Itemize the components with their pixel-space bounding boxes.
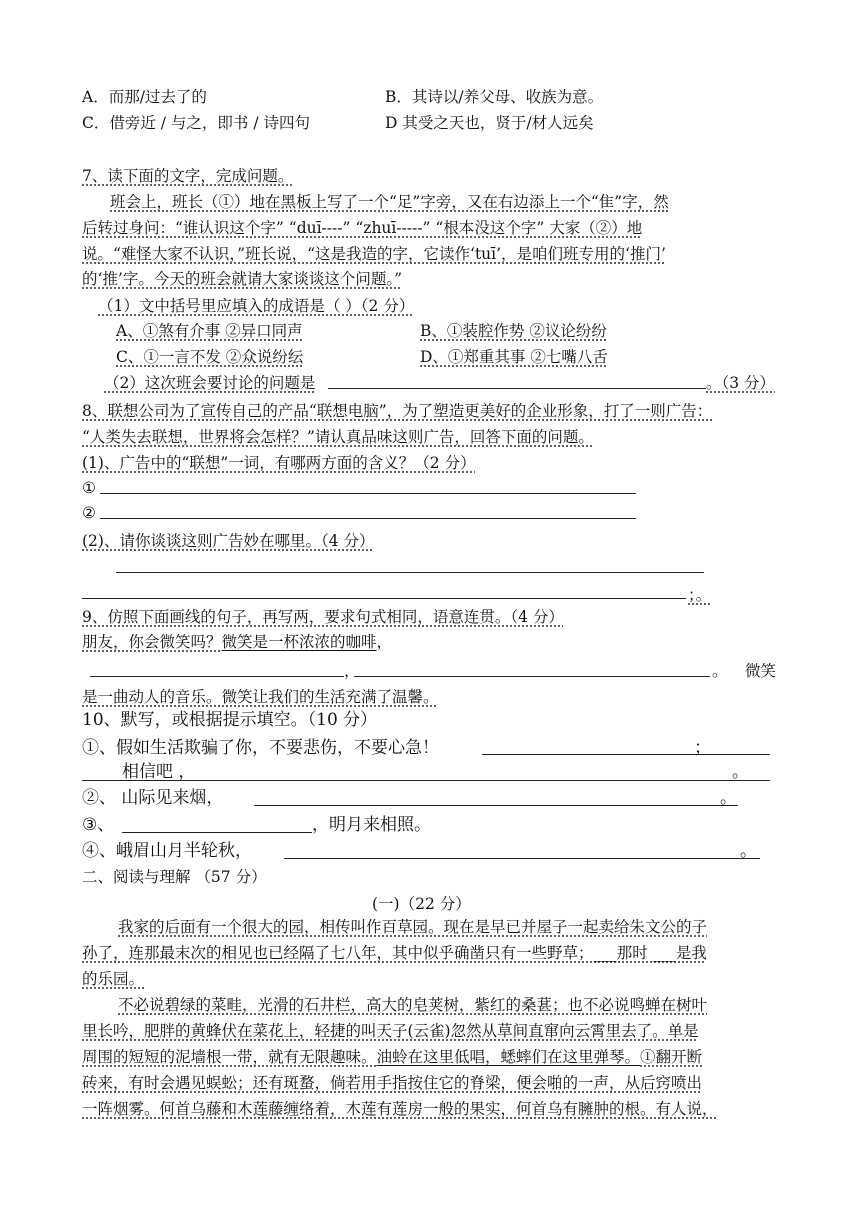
q8-marker-2: ② xyxy=(82,504,96,522)
q10-title: 10、默写，或根据提示填空。（10 分） xyxy=(82,710,378,730)
q8-answer-line-1[interactable] xyxy=(100,493,636,494)
q7-option-a: A、①煞有介事 ②异口同声 xyxy=(116,322,303,340)
q9-comma: ， xyxy=(376,633,393,651)
q7-para-line3: 说。“难怪大家不认识，”班长说，“这是我造的字，它读作‘tuī’，是咱们班专用的‘推门’ xyxy=(82,245,666,263)
q7-para-line2: 后转过身问：“谁认识这个字” “duī----” “zhuī-----” “根本没这个字” 大家（②）地 xyxy=(82,219,643,237)
q10-blank-1[interactable] xyxy=(482,754,770,755)
q7-answer-line[interactable] xyxy=(328,388,706,389)
passage-line-6-c: ①翻开断 xyxy=(640,1048,703,1066)
q7-sub2: （2）这次班会要讨论的问题是 xyxy=(104,374,316,392)
q10-blank-2[interactable] xyxy=(254,805,738,806)
q9-title: 9、仿照下面画线的句子，再写两，要求句式相同，语意连贯。（4 分） xyxy=(82,608,564,626)
q10-item3-tail: ，明月来相照。 xyxy=(312,815,431,835)
q10-blank-4[interactable] xyxy=(284,858,760,859)
q8-sub1: (1)、广告中的“联想”一词，有哪两方面的含义？（2 分） xyxy=(82,454,476,472)
passage-line-5: 里长吟，肥胖的黄蜂伏在菜花上，轻捷的叫天子(云雀)忽然从草间直窜向云霄里去了。单是 xyxy=(82,1022,699,1040)
section2-part-heading: (一)（22 分） xyxy=(372,895,471,913)
q10-item1b-mark: 。 xyxy=(732,762,749,782)
q9-question: 朋友，你会微笑吗？ xyxy=(82,633,222,651)
q9-answer-line-1[interactable] xyxy=(90,676,344,677)
q10-blank-3[interactable] xyxy=(122,832,312,833)
q7-title: 7、读下面的文字，完成问题。 xyxy=(82,167,294,185)
q7-sub1: （1）文中括号里应填入的成语是（ ）（2 分） xyxy=(98,297,415,315)
q7-sub2-score: 。（3 分） xyxy=(706,374,776,392)
q10-item1-mark: ； xyxy=(694,738,711,758)
q9-underlined-sentence: 微笑是一杯浓浓的咖啡 xyxy=(221,633,377,651)
passage-line-3: 的乐园。 xyxy=(82,970,145,988)
q8-line2: “人类失去联想，世界将会怎样？”请认真品味这则广告，回答下面的问题。 xyxy=(82,428,594,446)
option-d: D 其受之天也，贤于/材人远矣 xyxy=(385,114,594,132)
q9-blank-period: 。 xyxy=(712,662,728,680)
q9-blank-comma: ， xyxy=(344,662,360,680)
q7-para-line4: 的‘推’字。今天的班会就请大家谈谈这个问题。” xyxy=(82,270,403,288)
passage-line-4: 不必说碧绿的菜畦，光滑的石井栏，高大的皂荚树，紫红的桑葚；也不必说鸣蝉在树叶 xyxy=(118,996,708,1014)
option-c: C．借旁近 / 与之，即书 / 诗四句 xyxy=(82,114,311,132)
option-b: B．其诗以/养父母、收族为意。 xyxy=(385,88,604,106)
q8-sub2: (2)、请你谈谈这则广告妙在哪里。（4 分） xyxy=(82,532,375,550)
passage-line-7: 砖来，有时会遇见蜈蚣；还有斑蝥，倘若用手指按住它的脊梁，便会啪的一声，从后窍喷出 xyxy=(82,1074,703,1092)
passage-line-1: 我家的后面有一个很大的园，相传叫作百草园。现在是早已并屋子一起卖给朱文公的子 xyxy=(118,918,708,936)
q8-answer-line-4[interactable] xyxy=(82,598,686,599)
q9-line4: 是一曲动人的音乐。微笑让我们的生活充满了温馨。 xyxy=(82,688,439,706)
q10-item1: ①、假如生活欺骗了你，不要悲伤，不要心急！ xyxy=(82,738,439,758)
q9-answer-line-2[interactable] xyxy=(354,676,710,677)
q9-prompt-line xyxy=(82,631,392,653)
passage-underlined-sentence: 油蛉在这里低唱，蟋蟀们在这里弹琴。 xyxy=(376,1048,641,1066)
q10-item4: ④、峨眉山月半轮秋， xyxy=(82,841,252,861)
passage-line-6-a: 周围的短短的泥墙根一带，就有无限趣味。 xyxy=(82,1048,377,1066)
q8-marker-1: ① xyxy=(82,479,96,497)
q7-option-b: B、①装腔作势 ②议论纷纷 xyxy=(420,322,607,340)
q7-para-line1: 班会上，班长（①）地在黑板上写了一个“足”字旁，又在右边添上一个“隹”字，然 xyxy=(110,193,669,211)
passage-line-6 xyxy=(82,1046,702,1068)
q10-item1b: 相信吧 ， xyxy=(122,762,196,782)
q8-answer-line-2[interactable] xyxy=(100,518,636,519)
q8-line1: 8、联想公司为了宣传自己的产品“联想电脑”，为了塑造更美好的企业形象，打了一则广告： xyxy=(82,402,713,420)
q10-item2-mark: 。 xyxy=(720,788,737,808)
q10-item4-mark: 。 xyxy=(740,841,757,861)
q9-tail-word: 微笑 xyxy=(745,662,777,680)
passage-line-2: 孙了，连那最末次的相见也已经隔了七八年，其中似乎确凿只有一些野草；___那时 ___是我 xyxy=(82,944,707,962)
q8-answer-line-3[interactable] xyxy=(116,572,704,573)
q8-end-mark: ；。 xyxy=(688,586,712,604)
q7-option-c: C、①一言不发 ②众说纷纭 xyxy=(116,348,304,366)
passage-line-8: 一阵烟雾。何首乌藤和木莲藤缠络着，木莲有莲房一般的果实，何首乌有臃肿的根。有人说， xyxy=(82,1100,718,1118)
option-a: A．而那/过去了的 xyxy=(82,88,207,106)
section2-title: 二、阅读与理解 （57 分） xyxy=(82,868,267,886)
q10-item3: ③、 xyxy=(82,815,115,835)
q10-item2: ②、 山际见来烟， xyxy=(82,788,224,808)
q7-option-d: D、①郑重其事 ②七嘴八舌 xyxy=(420,348,608,366)
